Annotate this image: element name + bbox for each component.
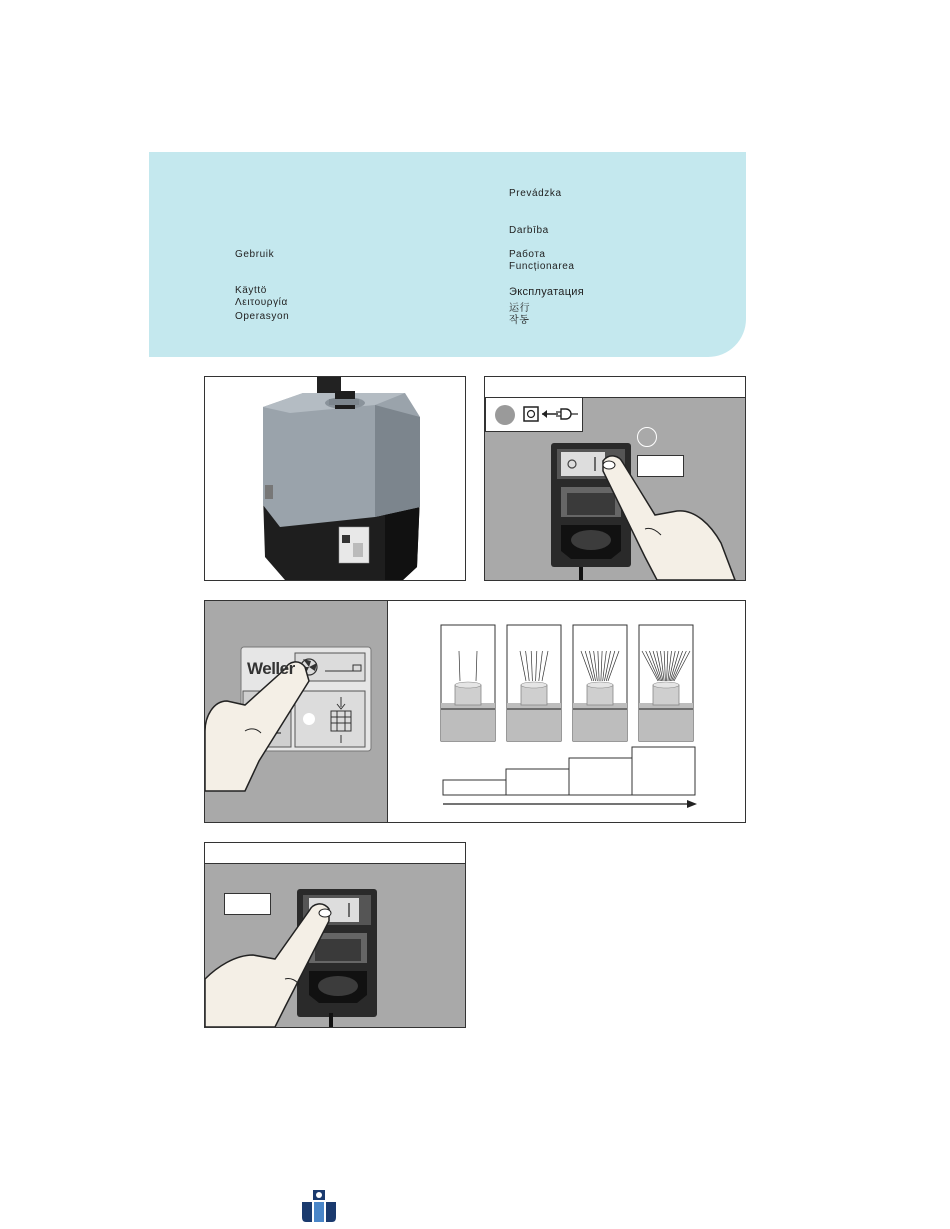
lang-darbiba: Darbība (509, 225, 549, 236)
step-header-bar (485, 377, 745, 398)
speed-step-4 (632, 747, 695, 795)
step-header-bar (205, 843, 465, 864)
lang-chinese: 运行 (509, 303, 531, 314)
brand-logo-icon (302, 1190, 336, 1222)
speed-levels-diagram (387, 601, 745, 822)
weller-logo: Weller (247, 659, 295, 678)
speed-step-3 (569, 758, 632, 795)
speed-step-1 (443, 780, 506, 795)
lang-operasyon: Operasyon (235, 311, 290, 322)
fume-extractor-image (205, 377, 465, 580)
control-panel-image (205, 601, 388, 822)
lang-rabota: Работа (509, 249, 546, 260)
power-switch-icon (524, 407, 538, 421)
step-marker-icon (495, 405, 515, 425)
speed-level-4-nozzle (639, 625, 693, 741)
device-photo-panel (204, 376, 466, 581)
switch-off-panel (204, 842, 466, 1028)
speed-level-2-nozzle (507, 625, 561, 741)
lang-functionarea: Funcționarea (509, 261, 575, 272)
power-instruction-box (485, 397, 583, 432)
fan-speed-panel (204, 600, 746, 823)
lang-ekspluatatsiya: Эксплуатация (509, 286, 585, 298)
language-banner (149, 152, 746, 357)
lang-greek: Λειτουργία (235, 297, 288, 308)
switch-on-panel (484, 376, 746, 581)
lang-prevadzka: Prevádzka (509, 188, 562, 199)
lang-kaytto: Käyttö (235, 285, 267, 296)
speed-step-2 (506, 769, 569, 795)
arrow-head-icon (687, 800, 697, 808)
lang-gebruik: Gebruik (235, 249, 275, 260)
speed-level-3-nozzle (573, 625, 627, 741)
plug-icon (561, 409, 571, 419)
lang-korean: 작동 (509, 315, 530, 326)
speed-level-1-nozzle (441, 625, 495, 741)
